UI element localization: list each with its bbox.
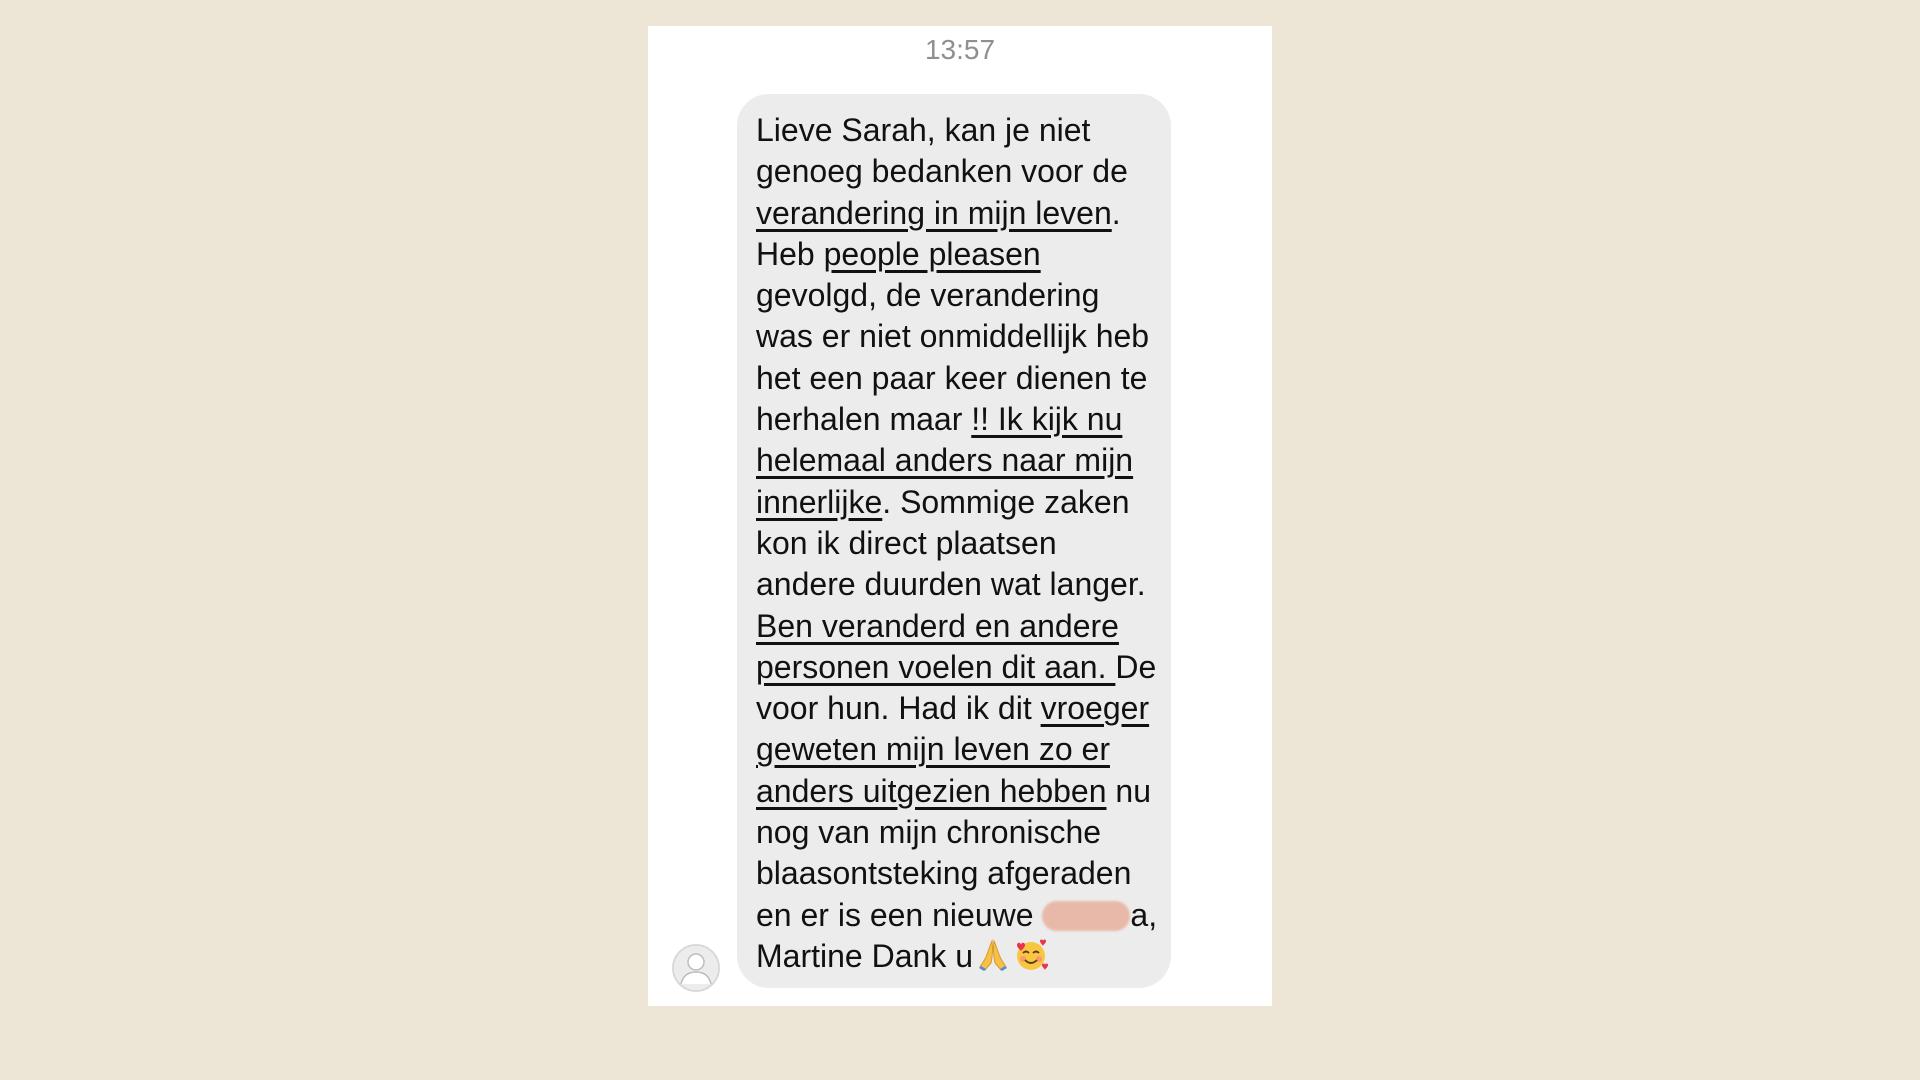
sender-avatar[interactable] bbox=[672, 944, 720, 992]
message-text-segment: voor hun. Had ik dit bbox=[756, 690, 1041, 727]
message-text bbox=[756, 110, 1176, 977]
message-text-segment: a, bbox=[1130, 896, 1158, 933]
message-timestamp: 13:57 bbox=[924, 34, 996, 65]
message-line bbox=[756, 688, 1176, 729]
praying-hands-icon bbox=[975, 937, 1011, 973]
message-line bbox=[756, 771, 1176, 812]
underlined-text: geweten mijn leven zo er bbox=[756, 731, 1110, 768]
message-text-segment: Lieve Sarah, kan je niet bbox=[756, 112, 1091, 148]
message-line bbox=[756, 523, 1176, 564]
message-text-segment: andere duurden wat langer. bbox=[756, 566, 1146, 603]
message-line bbox=[756, 151, 1176, 192]
message-text-segment: was er niet onmiddellijk heb bbox=[756, 318, 1150, 355]
message-line bbox=[756, 440, 1176, 481]
underlined-text: Ben veranderd en andere bbox=[756, 607, 1119, 644]
message-line bbox=[756, 482, 1176, 523]
chat-screenshot bbox=[648, 26, 1272, 1006]
message-text-segment: het een paar keer dienen te bbox=[756, 359, 1148, 396]
message-line bbox=[756, 399, 1176, 440]
message-line bbox=[756, 647, 1176, 688]
message-text-segment: kon ik direct plaatsen bbox=[756, 524, 1057, 561]
message-line bbox=[756, 275, 1176, 316]
underlined-text: personen voelen dit aan. bbox=[756, 648, 1116, 685]
message-text-segment: nog van mijn chronische bbox=[756, 814, 1102, 851]
underlined-text: people pleasen bbox=[823, 235, 1041, 272]
message-line bbox=[756, 110, 1176, 151]
message-line bbox=[756, 895, 1176, 936]
message-line bbox=[756, 234, 1176, 275]
message-line bbox=[756, 729, 1176, 770]
underlined-text: !! Ik kijk nu bbox=[971, 401, 1123, 438]
person-silhouette-icon bbox=[672, 944, 720, 992]
message-text-segment: . Sommige zaken bbox=[882, 483, 1130, 520]
message-text-segment: Heb bbox=[756, 235, 824, 272]
message-text-segment: De bbox=[1115, 648, 1157, 685]
message-text-segment: blaasontsteking afgeraden bbox=[756, 855, 1132, 892]
underlined-text: innerlijke bbox=[756, 483, 883, 520]
underlined-text: vroeger bbox=[1040, 690, 1150, 727]
message-bubble[interactable] bbox=[737, 94, 1171, 988]
message-text-segment: nu bbox=[1106, 772, 1151, 809]
message-text-segment: Martine Dank u bbox=[756, 937, 973, 974]
message-line bbox=[756, 316, 1176, 357]
message-line bbox=[756, 853, 1176, 894]
smiling-face-with-hearts-icon bbox=[1013, 937, 1049, 973]
message-text-segment: genoeg bedanken voor de bbox=[756, 153, 1128, 190]
message-text-segment: . bbox=[1111, 194, 1121, 231]
message-line bbox=[756, 193, 1176, 234]
message-line bbox=[756, 936, 1176, 977]
redacted-name bbox=[1042, 901, 1130, 931]
message-line bbox=[756, 358, 1176, 399]
underlined-text: anders uitgezien hebben bbox=[756, 772, 1107, 809]
message-line bbox=[756, 606, 1176, 647]
message-text-segment: en er is een nieuwe bbox=[756, 896, 1043, 933]
message-text-segment: gevolgd, de verandering bbox=[756, 277, 1100, 314]
underlined-text: helemaal anders naar mijn bbox=[756, 442, 1134, 479]
message-line bbox=[756, 812, 1176, 853]
underlined-text: verandering in mijn leven bbox=[756, 194, 1112, 231]
message-line bbox=[756, 564, 1176, 605]
message-text-segment: herhalen maar bbox=[756, 401, 972, 438]
